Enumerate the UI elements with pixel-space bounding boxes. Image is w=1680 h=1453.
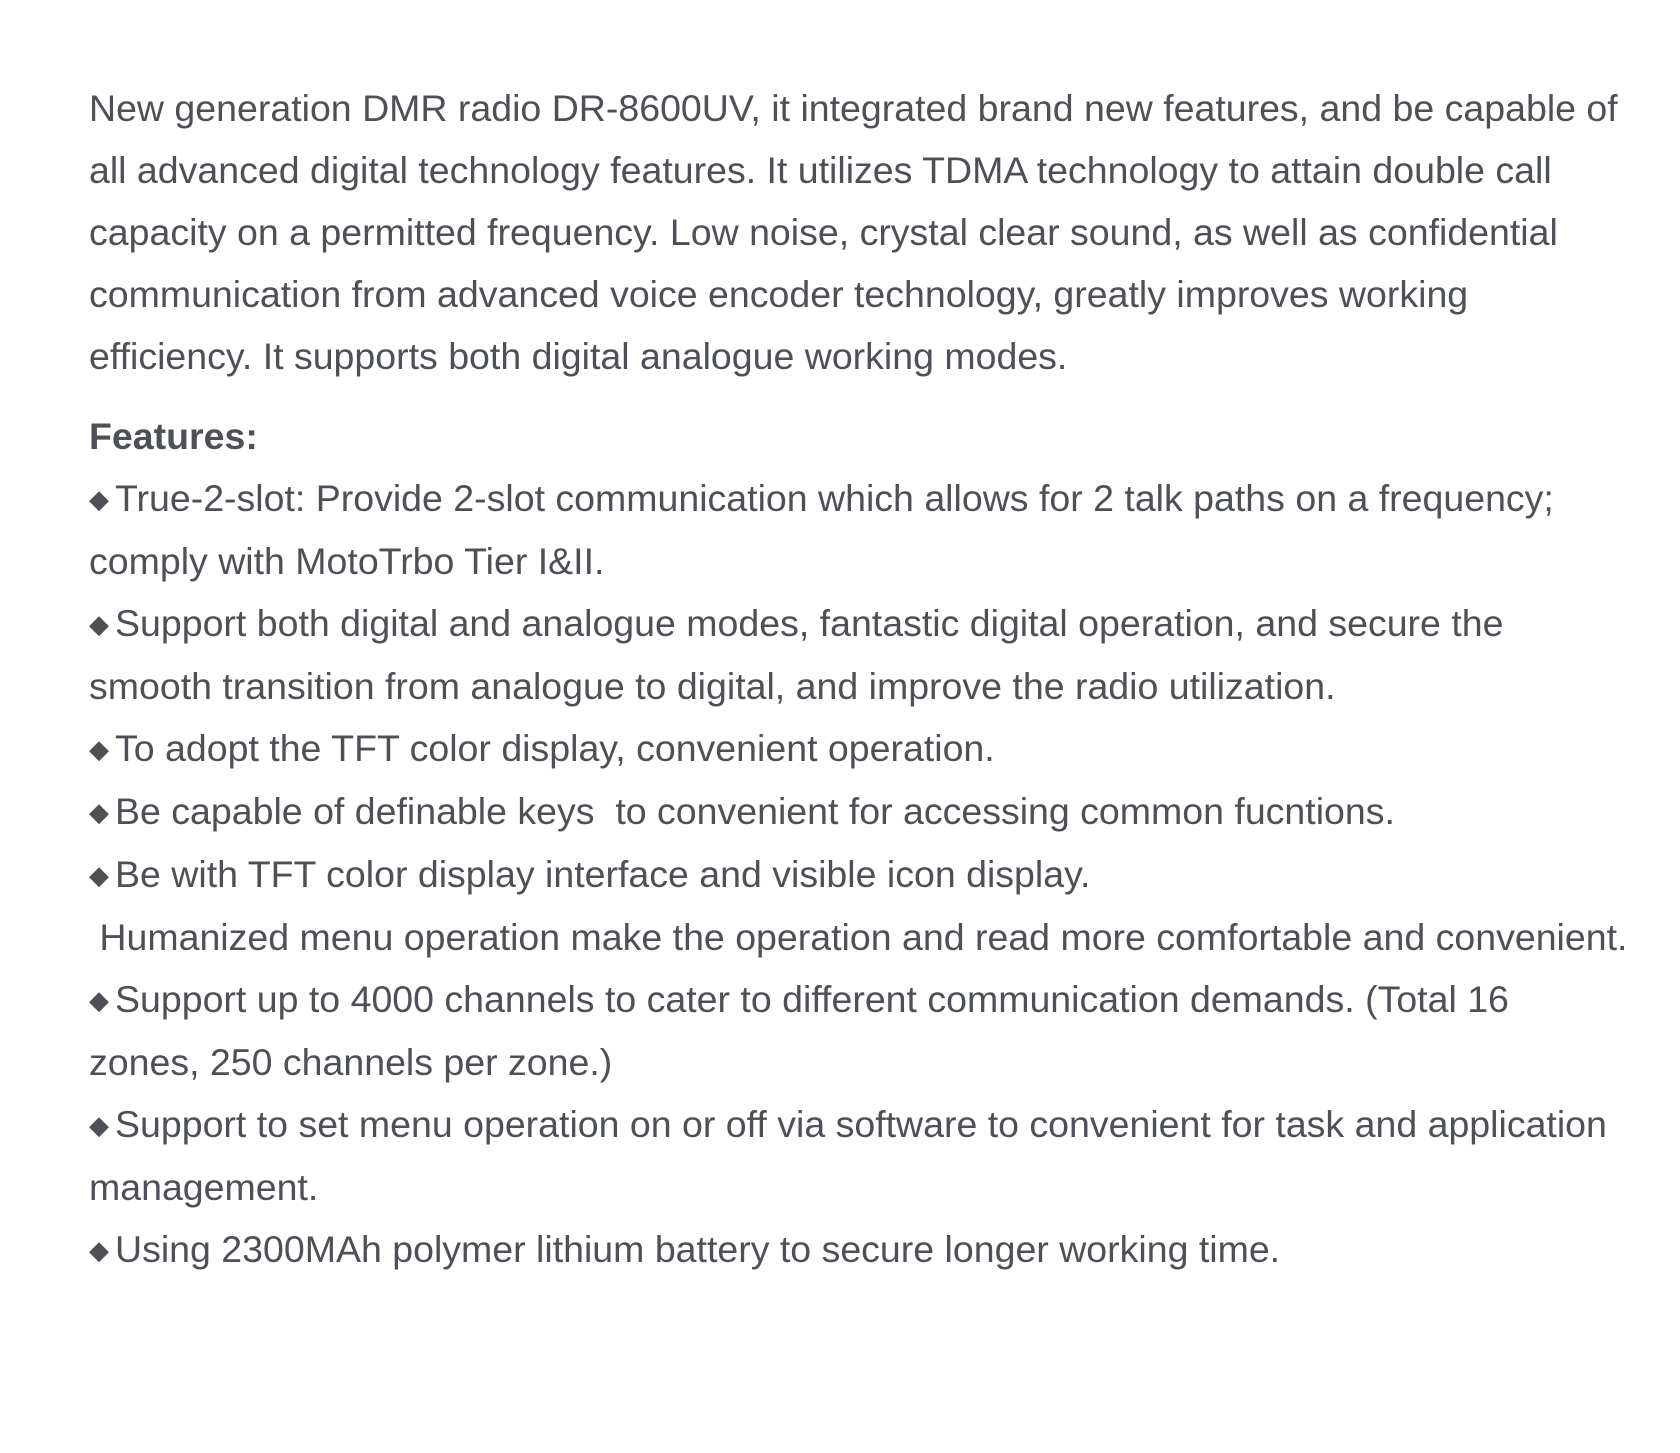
- feature-item: [89, 1218, 1629, 1281]
- feature-text: To adopt the TFT color display, convenient operation.: [115, 727, 995, 769]
- diamond-bullet-icon: ◆: [89, 1110, 109, 1140]
- feature-item: [89, 843, 1629, 906]
- humanized-menu-line: Humanized menu operation make the operation and read more comfortable and convenient.: [89, 916, 1628, 958]
- diamond-bullet-icon: ◆: [89, 985, 109, 1015]
- feature-text: Be capable of definable keys to convenient for accessing common fucntions.: [115, 790, 1395, 832]
- feature-item: [89, 780, 1629, 843]
- features-heading: Features:: [89, 415, 258, 457]
- diamond-bullet-icon: ◆: [89, 1235, 109, 1265]
- diamond-bullet-icon: ◆: [89, 484, 109, 514]
- feature-text: Support up to 4000 channels to cater to different communication demands. (Total 16 zones, 250 channels per zone.): [89, 978, 1520, 1083]
- feature-text: Be with TFT color display interface and visible icon display.: [115, 853, 1091, 895]
- feature-item: [89, 467, 1629, 592]
- diamond-bullet-icon: ◆: [89, 797, 109, 827]
- feature-text: True-2-slot: Provide 2-slot communication which allows for 2 talk paths on a frequency; comply with MotoTrbo Tier I&II.: [89, 477, 1565, 582]
- feature-text: Support both digital and analogue modes, fantastic digital operation, and secure the smooth transition from analogue to digital, and improve the radio utilization.: [89, 602, 1514, 707]
- feature-text: Using 2300MAh polymer lithium battery to secure longer working time.: [115, 1228, 1281, 1270]
- diamond-bullet-icon: ◆: [89, 734, 109, 764]
- feature-item: [89, 1093, 1629, 1218]
- diamond-bullet-icon: ◆: [89, 860, 109, 890]
- intro-paragraph: New generation DMR radio DR-8600UV, it integrated brand new features, and be capable of all advanced digital technology features. It utilizes TDMA technology to attain double call capacity on a permitted frequency. Low noise, crystal clear sound, as well as confidential communication from advanced voice encoder technology, greatly improves working efficiency. It supports both digital analogue working modes.: [89, 87, 1618, 377]
- feature-item: [89, 592, 1629, 717]
- feature-item: [89, 717, 1629, 780]
- feature-item: [89, 968, 1629, 1093]
- feature-list-continued: [89, 968, 1629, 1281]
- product-description: [89, 77, 1629, 1281]
- feature-list: [89, 467, 1629, 906]
- diamond-bullet-icon: ◆: [89, 609, 109, 639]
- feature-text: Support to set menu operation on or off via software to convenient for task and application management.: [89, 1103, 1618, 1208]
